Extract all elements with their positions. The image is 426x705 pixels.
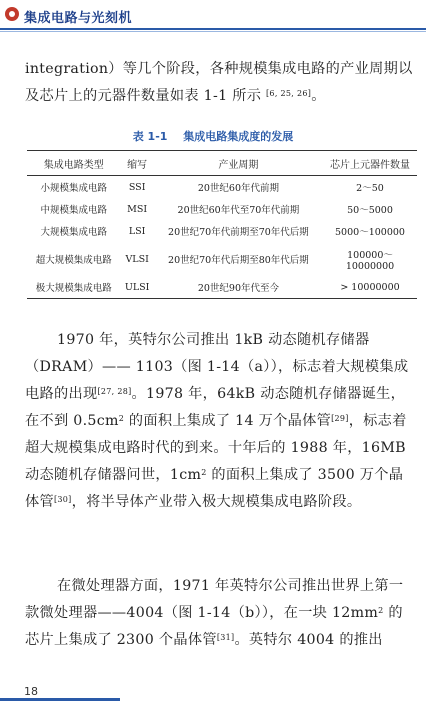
column-header: 产业周期 xyxy=(154,151,323,176)
table-row xyxy=(27,276,417,299)
column-header: 集成电路类型 xyxy=(27,151,120,176)
table-row xyxy=(27,176,417,199)
citation: [29] xyxy=(331,414,349,423)
paragraph-microprocessor xyxy=(25,573,415,654)
table-cell: 5000～100000 xyxy=(335,227,405,238)
table-cell: 20世纪60年代前期 xyxy=(197,183,280,194)
table-number: 表 1-1 xyxy=(132,130,168,143)
paragraph-text: 。 xyxy=(311,88,326,104)
table-cell: LSI xyxy=(128,225,146,237)
table-cell: ULSI xyxy=(120,276,153,299)
paragraph-intro xyxy=(25,56,415,110)
table-cell: > 10000000 xyxy=(323,276,417,299)
table-cell: 极大规模集成电路 xyxy=(27,276,120,299)
paragraph-text: 的芯片上集成了 2300 个晶体管 xyxy=(25,605,403,648)
paragraph-text: ，标志着超大规模集成电路时代的到来。十年后的 1988 年，16MB 动态随机存储器问世，1cm xyxy=(25,413,407,483)
table-header-row xyxy=(27,151,417,176)
table-cell: 100000～10000000 xyxy=(345,249,395,272)
header-rule xyxy=(0,28,426,30)
column-header: 缩写 xyxy=(120,151,153,176)
paragraph-text: 在微处理器方面，1971 年英特尔公司推出世界上第一款微处理器——4004（图 1-14（b）），在一块 12mm xyxy=(25,578,404,621)
table-cell: 小规模集成电路 xyxy=(40,183,107,194)
paragraph-text: 的面积上集成了 3500 万个晶体管 xyxy=(25,467,404,510)
citation: [31] xyxy=(216,633,235,642)
citation: [30] xyxy=(53,495,72,504)
table-cell: 20世纪90年代至今 xyxy=(154,276,323,299)
paragraph-text: 。英特尔 4004 的推出 xyxy=(234,632,383,648)
table-row xyxy=(27,198,417,220)
table-cell: 2～50 xyxy=(356,183,384,194)
footer-rule xyxy=(0,698,120,701)
paragraph-text: 的面积上集成了 14 万个晶体管 xyxy=(124,413,332,429)
superscript: 2 xyxy=(201,468,207,477)
table-row xyxy=(27,242,417,276)
table-cell: SSI xyxy=(128,181,146,193)
paragraph-text: ，将半导体产业带入极大规模集成电路阶段。 xyxy=(71,494,362,510)
table-title: 集成电路集成度的发展 xyxy=(183,130,294,143)
table-cell: VLSI xyxy=(125,253,149,265)
running-header xyxy=(0,0,426,34)
header-title: 集成电路与光刻机 xyxy=(24,11,133,26)
table-cell: 20世纪60年代至70年代前期 xyxy=(177,205,300,216)
table-cell: 20世纪70年代后期至80年代后期 xyxy=(168,255,309,266)
paragraph-dram xyxy=(25,327,415,516)
integration-table xyxy=(27,150,417,299)
table-cell: 超大规模集成电路 xyxy=(35,255,112,266)
citation: [6, 25, 26] xyxy=(266,89,312,98)
table-cell: 50～5000 xyxy=(347,205,393,216)
superscript: 2 xyxy=(378,606,384,615)
table-cell: 中规模集成电路 xyxy=(40,205,107,216)
table-cell: 大规模集成电路 xyxy=(40,227,107,238)
book-badge-icon xyxy=(4,6,20,22)
header-rule-thin xyxy=(0,31,426,32)
table-caption xyxy=(0,128,426,144)
superscript: 2 xyxy=(118,414,125,423)
table-cell: MSI xyxy=(127,203,148,215)
paragraph-text: 。1978 年，64kB 动态随机存储器诞生，在不到 0.5cm xyxy=(25,386,406,429)
page-number: 18 xyxy=(24,685,38,698)
paragraph-text: integration）等几个阶段，各种规模集成电路的产业周期以及芯片上的元器件数量如表 1-1 所示 xyxy=(25,61,413,104)
citation: [27, 28] xyxy=(97,387,132,396)
table-row xyxy=(27,220,417,242)
paragraph-text: 1970 年，英特尔公司推出 1kB 动态随机存储器（DRAM）—— 1103（图 1-14（a）），标志着大规模集成电路的出现 xyxy=(25,332,409,402)
column-header: 芯片上元器件数量 xyxy=(323,151,417,176)
table-cell: 20世纪70年代前期至70年代后期 xyxy=(168,227,309,238)
